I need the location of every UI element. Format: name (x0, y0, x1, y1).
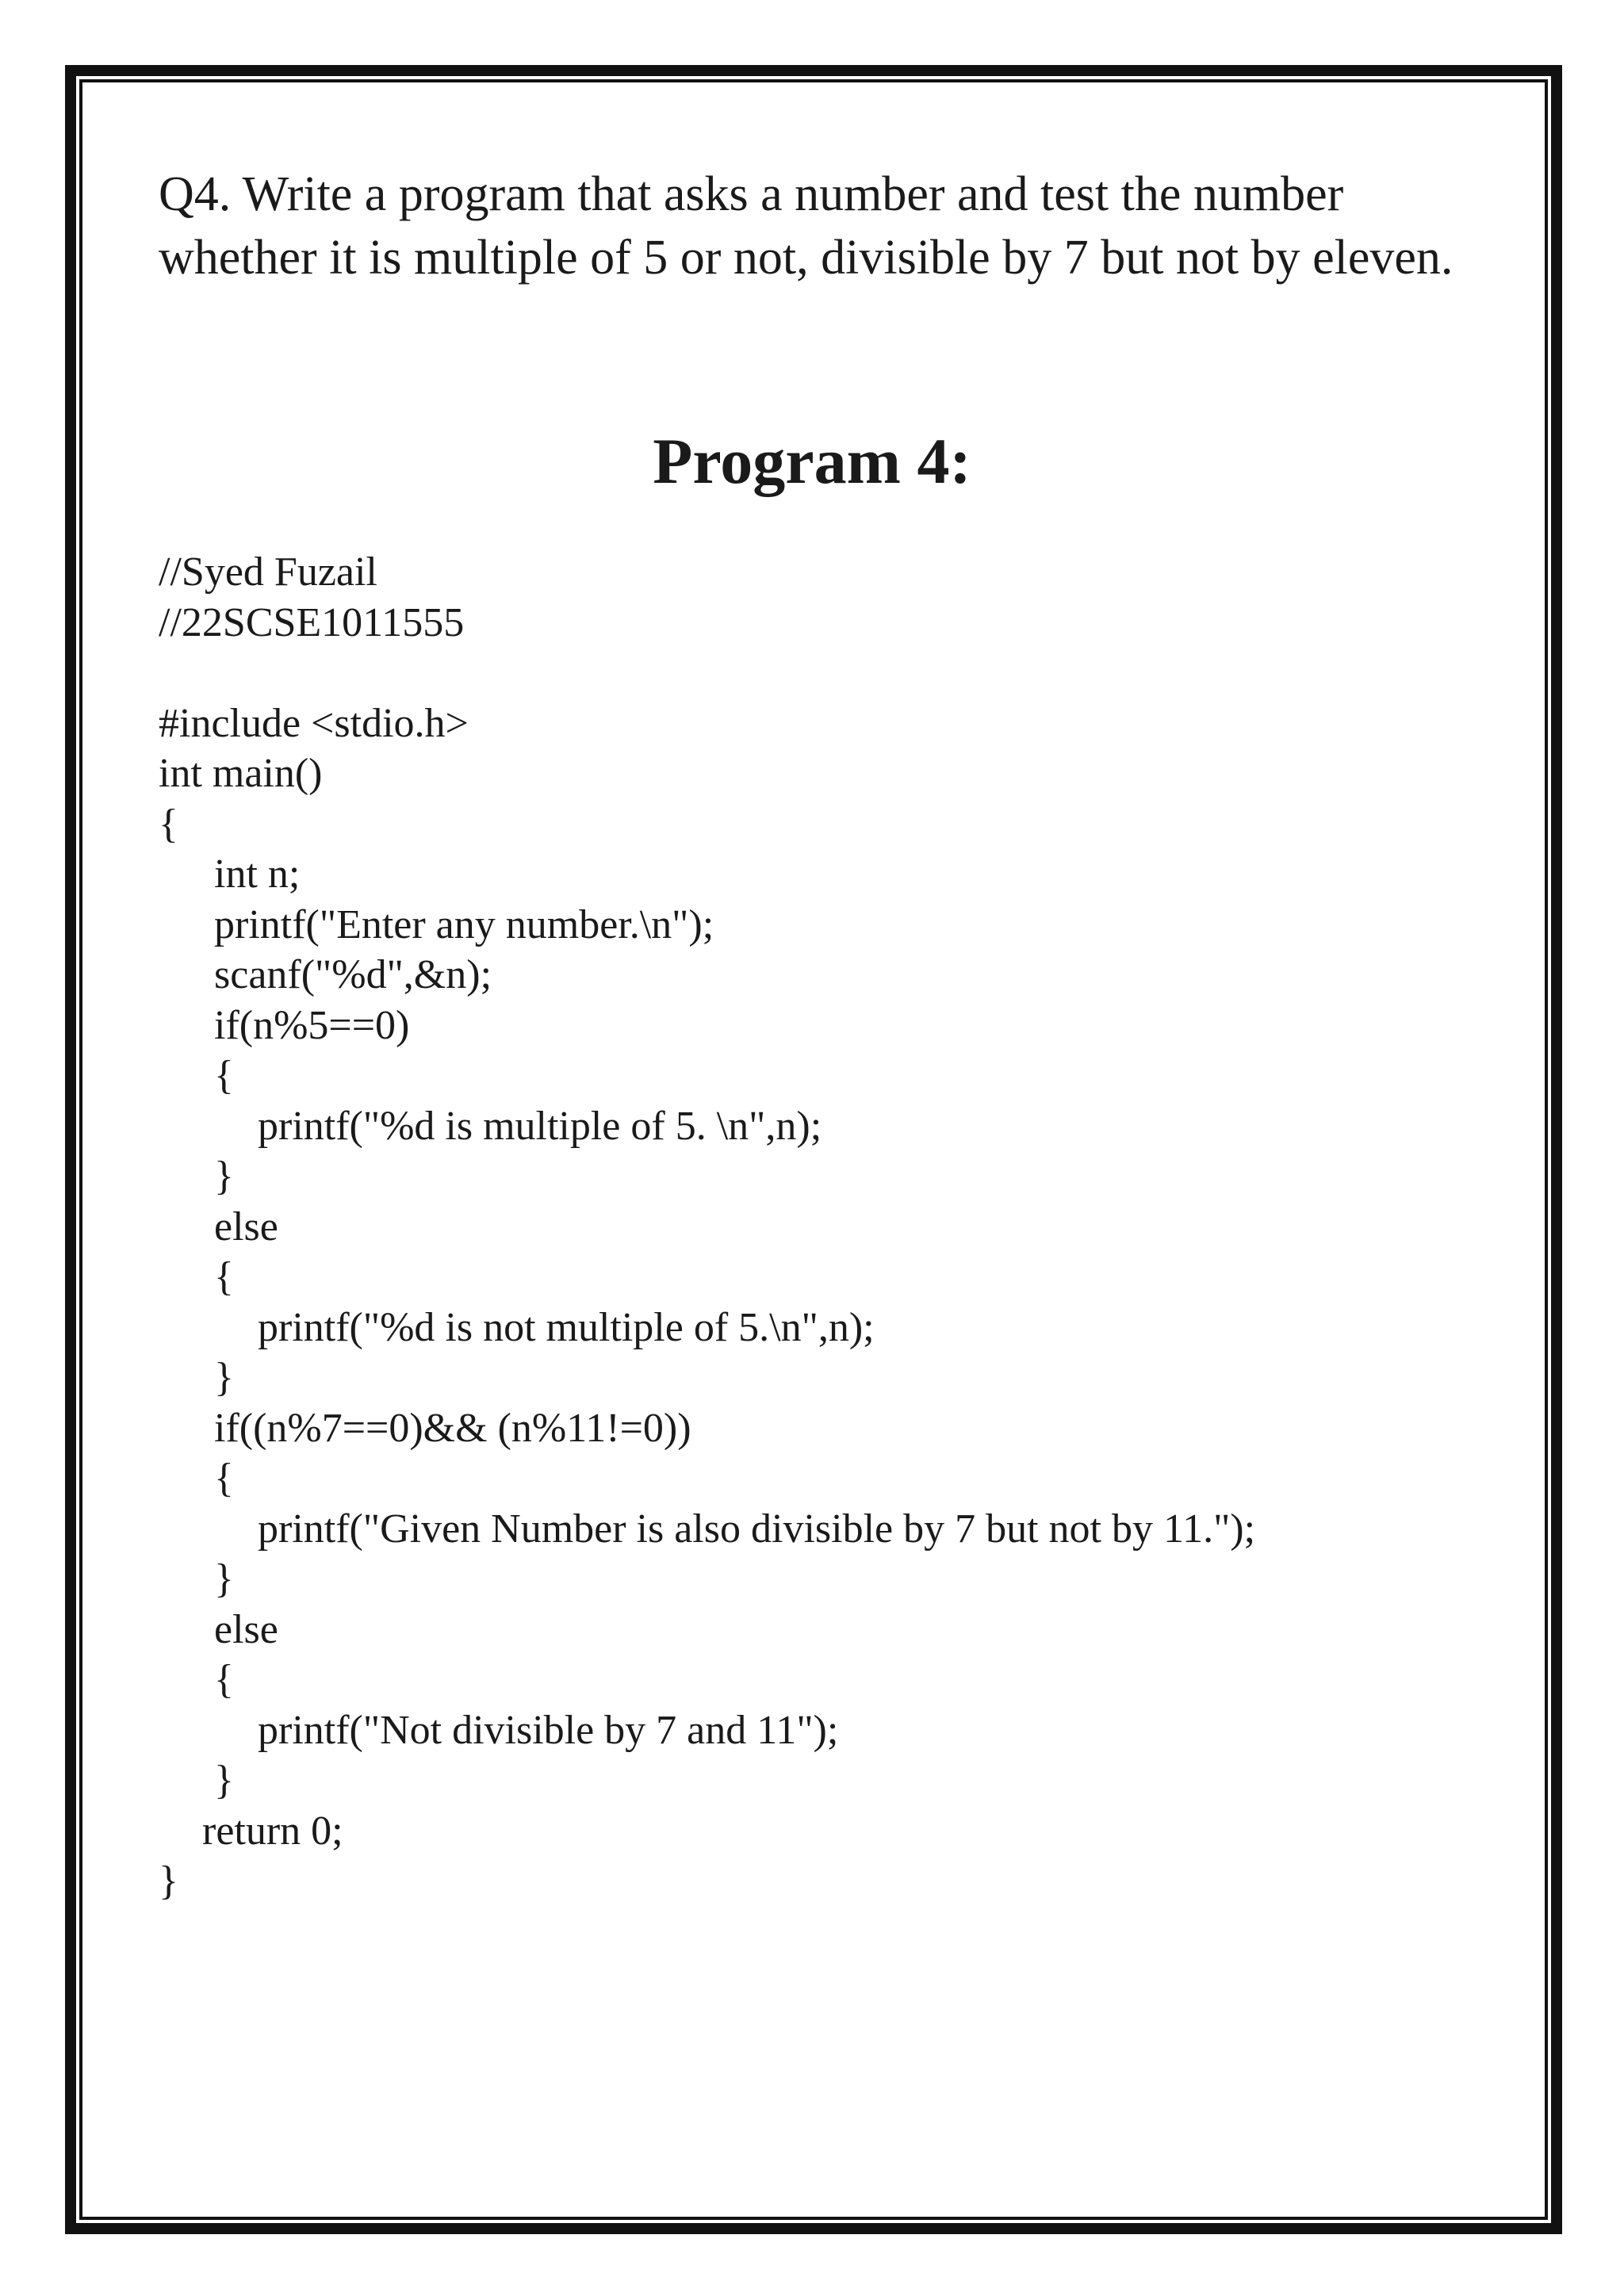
program-title: Program 4: (653, 425, 971, 497)
code-line: //22SCSE1011555 (159, 599, 465, 645)
code-line: int main() (159, 751, 323, 796)
code-line: printf("Enter any number.\n"); (214, 901, 714, 947)
code-line: { (214, 1456, 234, 1501)
code-line: printf("%d is not multiple of 5.\n",n); (258, 1304, 875, 1350)
code-line: } (214, 1556, 234, 1601)
code-line: printf("Given Number is also divisible by 7 but not by 11."); (258, 1506, 1256, 1552)
code-line: { (214, 1657, 234, 1702)
code-line: #include <stdio.h> (159, 700, 469, 746)
code-line: { (214, 1053, 234, 1098)
code-listing (159, 547, 1507, 1907)
code-line: if((n%7==0)&& (n%11!=0)) (214, 1405, 691, 1451)
code-line: scanf("%d",&n); (214, 952, 492, 997)
code-line: } (214, 1154, 234, 1199)
code-line: int n; (214, 851, 301, 897)
code-line: return 0; (202, 1808, 343, 1854)
code-line: else (214, 1606, 278, 1652)
code-line: //Syed Fuzail (159, 549, 377, 595)
code-line: { (159, 801, 178, 847)
code-line: } (159, 1858, 178, 1904)
code-line: { (214, 1254, 234, 1299)
code-line (159, 648, 1507, 698)
code-line: printf("Not divisible by 7 and 11"); (258, 1707, 839, 1753)
code-line: printf("%d is multiple of 5. \n",n); (258, 1103, 822, 1149)
code-line: else (214, 1203, 278, 1249)
code-line: } (214, 1355, 234, 1400)
question-text: Q4. Write a program that asks a number and test the number whether it is multiple of 5 or not, divisible by 7 but not by eleven. (159, 167, 1454, 285)
code-line: if(n%5==0) (214, 1002, 410, 1048)
code-line: } (214, 1758, 234, 1803)
